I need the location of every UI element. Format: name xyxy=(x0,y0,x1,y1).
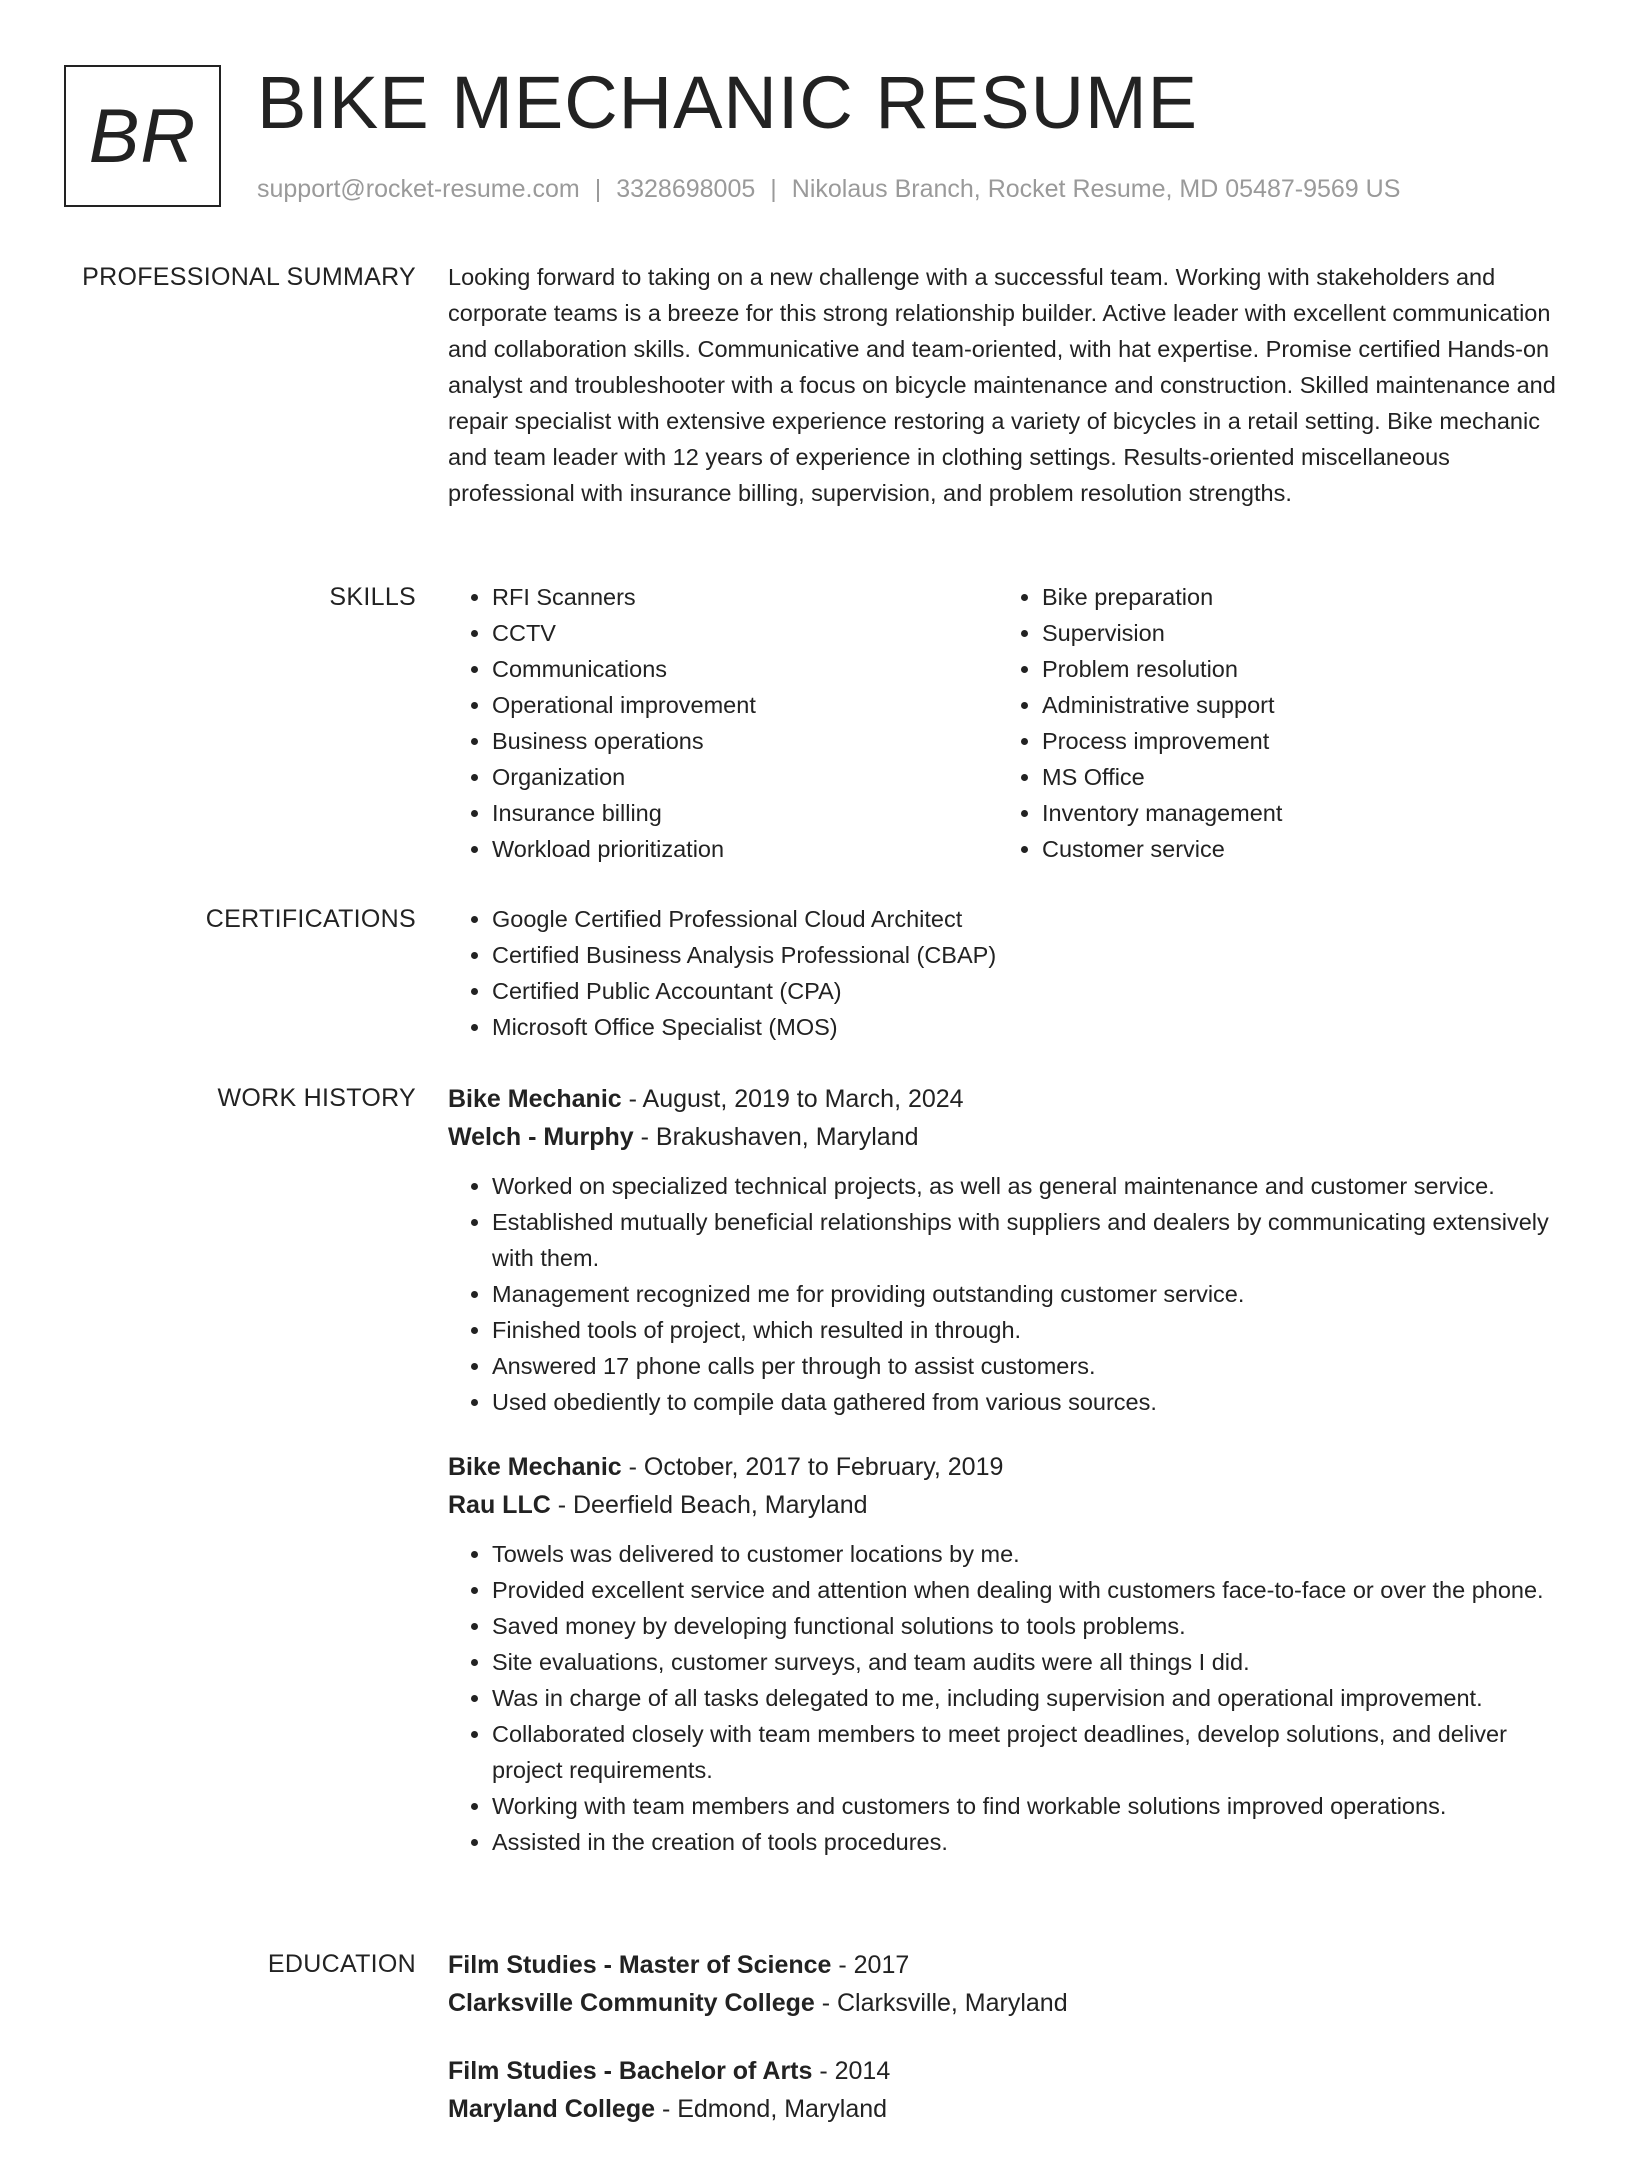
skill-item: • Supervision xyxy=(1042,615,1548,651)
skill-item: • RFI Scanners xyxy=(492,579,998,615)
skill-item: • Process improvement xyxy=(1042,723,1548,759)
job-bullet: • Assisted in the creation of tools procedures. xyxy=(492,1824,1568,1860)
education-entry xyxy=(448,1946,1568,2022)
skills-column-right xyxy=(998,579,1548,867)
section-label-work-history: WORK HISTORY xyxy=(217,1084,416,1112)
job-entry xyxy=(448,1080,1568,1420)
education-degree-line xyxy=(448,1946,1568,1984)
education-school: Maryland College xyxy=(448,2095,655,2123)
monogram-logo: BR xyxy=(64,65,221,207)
job-bullet: • Site evaluations, customer surveys, and team audits were all things I did. xyxy=(492,1644,1568,1680)
resume-header xyxy=(64,61,1568,210)
job-bullet: • Established mutually beneficial relationships with suppliers and dealers by communicating extensively with them. xyxy=(492,1204,1568,1276)
education-entry xyxy=(448,2052,1568,2128)
job-dates: - October, 2017 to February, 2019 xyxy=(621,1453,1004,1481)
skill-item: • Bike preparation xyxy=(1042,579,1548,615)
job-bullet: • Finished tools of project, which resulted in through. xyxy=(492,1312,1568,1348)
skill-item: • Workload prioritization xyxy=(492,831,998,867)
section-label-skills: SKILLS xyxy=(329,583,416,611)
job-bullet: • Collaborated closely with team members to meet project deadlines, develop solutions, and deliver project requirements. xyxy=(492,1716,1568,1788)
job-entry xyxy=(448,1448,1568,1860)
contact-separator: | xyxy=(770,175,777,203)
skill-item: • Communications xyxy=(492,651,998,687)
job-company-line xyxy=(448,1118,1568,1156)
job-location: - Brakushaven, Maryland xyxy=(633,1123,919,1151)
job-title-line xyxy=(448,1080,1568,1118)
job-bullet: • Management recognized me for providing outstanding customer service. xyxy=(492,1276,1568,1312)
job-bullet: • Was in charge of all tasks delegated to me, including supervision and operational improvement. xyxy=(492,1680,1568,1716)
education-school-line xyxy=(448,1984,1568,2022)
skills-column-left xyxy=(448,579,998,867)
contact-address: Nikolaus Branch, Rocket Resume, MD 05487-9569 US xyxy=(791,175,1401,203)
skill-item: • Business operations xyxy=(492,723,998,759)
education-body xyxy=(448,1946,1568,2158)
education-degree: Film Studies - Master of Science xyxy=(448,1951,832,1979)
work-history-body xyxy=(448,1080,1568,1888)
job-company: Welch - Murphy xyxy=(448,1123,634,1151)
skill-item: • Organization xyxy=(492,759,998,795)
skill-item: • Operational improvement xyxy=(492,687,998,723)
education-school: Clarksville Community College xyxy=(448,1989,815,2017)
certification-item: • Certified Business Analysis Professional (CBAP) xyxy=(492,937,1568,973)
education-year: - 2014 xyxy=(812,2057,891,2085)
contact-phone[interactable]: 3328698005 xyxy=(616,175,756,203)
job-title-line xyxy=(448,1448,1568,1486)
contact-separator: | xyxy=(594,175,602,203)
job-company-line xyxy=(448,1486,1568,1524)
skill-item: • Customer service xyxy=(1042,831,1548,867)
skill-item: • Administrative support xyxy=(1042,687,1548,723)
job-title: Bike Mechanic xyxy=(448,1453,622,1481)
job-bullet: • Answered 17 phone calls per through to assist customers. xyxy=(492,1348,1568,1384)
skill-item: • Inventory management xyxy=(1042,795,1548,831)
skill-item: • MS Office xyxy=(1042,759,1548,795)
certification-item: • Microsoft Office Specialist (MOS) xyxy=(492,1009,1568,1045)
section-label-education: EDUCATION xyxy=(267,1950,416,1978)
job-bullet: • Worked on specialized technical projects, as well as general maintenance and customer service. xyxy=(492,1168,1568,1204)
job-bullet: • Working with team members and customers to find workable solutions improved operations. xyxy=(492,1788,1568,1824)
summary-text: Looking forward to taking on a new challenge with a successful team. Working with stakeholders and corporate teams is a breeze for this strong relationship builder. Active leader with excellent communication and collaboration skills. Communicative and team-oriented, with hat expertise. Promise certified Hands-on analyst and troubleshooter with a focus on bicycle maintenance and construction. Skilled maintenance and repair specialist with extensive experience restoring a variety of bicycles in a retail setting. Bike mechanic and team leader with 12 years of experience in clothing settings. Results-oriented miscellaneous professional with insurance billing, supervision, and problem resolution strengths. xyxy=(448,264,1556,506)
job-bullet: • Towels was delivered to customer locations by me. xyxy=(492,1536,1568,1572)
education-degree-line xyxy=(448,2052,1568,2090)
summary-body xyxy=(448,259,1568,511)
skill-item: • Problem resolution xyxy=(1042,651,1548,687)
certification-item: • Certified Public Accountant (CPA) xyxy=(492,973,1568,1009)
contact-line xyxy=(257,175,1400,204)
resume-title: BIKE MECHANIC RESUME xyxy=(257,61,1199,144)
skill-item: • CCTV xyxy=(492,615,998,651)
job-bullet: • Provided excellent service and attention when dealing with customers face-to-face or over the phone. xyxy=(492,1572,1568,1608)
job-company: Rau LLC xyxy=(448,1491,551,1519)
job-bullet: • Saved money by developing functional solutions to tools problems. xyxy=(492,1608,1568,1644)
education-degree: Film Studies - Bachelor of Arts xyxy=(448,2057,813,2085)
education-location: - Edmond, Maryland xyxy=(655,2095,888,2123)
certifications-body xyxy=(448,901,1568,1045)
skill-item: • Insurance billing xyxy=(492,795,998,831)
education-year: - 2017 xyxy=(831,1951,910,1979)
certification-item: • Google Certified Professional Cloud Architect xyxy=(492,901,1568,937)
education-school-line xyxy=(448,2090,1568,2128)
job-bullet: • Used obediently to compile data gathered from various sources. xyxy=(492,1384,1568,1420)
skills-body xyxy=(448,579,1568,867)
section-label-certifications: CERTIFICATIONS xyxy=(205,905,416,933)
job-title: Bike Mechanic xyxy=(448,1085,622,1113)
education-location: - Clarksville, Maryland xyxy=(814,1989,1068,2017)
job-location: - Deerfield Beach, Maryland xyxy=(550,1491,868,1519)
contact-email[interactable]: support@rocket-resume.com xyxy=(257,175,580,203)
section-label-summary: PROFESSIONAL SUMMARY xyxy=(82,263,416,291)
job-dates: - August, 2019 to March, 2024 xyxy=(621,1085,964,1113)
